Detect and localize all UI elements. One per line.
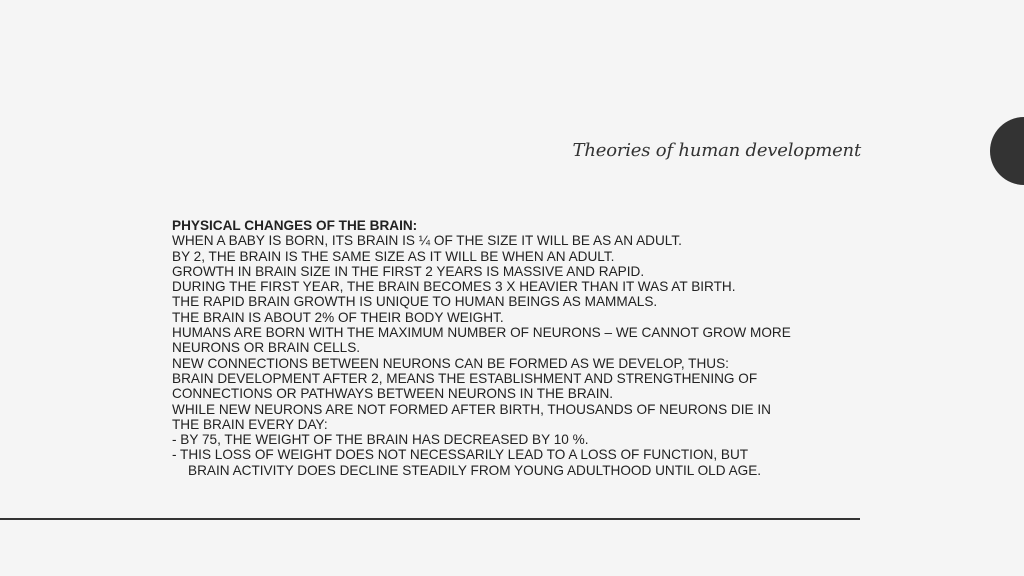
slide-title: Theories of human development — [572, 140, 861, 161]
body-line: THE BRAIN IS ABOUT 2% OF THEIR BODY WEIGHT. — [172, 309, 504, 325]
body-line: THE RAPID BRAIN GROWTH IS UNIQUE TO HUMAN BEINGS AS MAMMALS. — [172, 294, 658, 310]
body-line: BY 2, THE BRAIN IS THE SAME SIZE AS IT WILL BE WHEN AN ADULT. — [172, 248, 615, 264]
decorative-circle — [990, 117, 1024, 185]
bullet-line: - THIS LOSS OF WEIGHT DOES NOT NECESSARILY LEAD TO A LOSS OF FUNCTION, BUT — [172, 447, 749, 463]
bullet-continuation: BRAIN ACTIVITY DOES DECLINE STEADILY FROM YOUNG ADULTHOOD UNTIL OLD AGE. — [188, 462, 762, 478]
body-line: NEURONS OR BRAIN CELLS. — [172, 340, 361, 356]
body-line: WHEN A BABY IS BORN, ITS BRAIN IS ¼ OF THE SIZE IT WILL BE AS AN ADULT. — [172, 233, 682, 249]
body-line: BRAIN DEVELOPMENT AFTER 2, MEANS THE ESTABLISHMENT AND STRENGTHENING OF — [172, 370, 758, 386]
body-line: NEW CONNECTIONS BETWEEN NEURONS CAN BE FORMED AS WE DEVELOP, THUS: — [172, 355, 729, 371]
body-line: THE BRAIN EVERY DAY: — [172, 416, 328, 432]
body-line: CONNECTIONS OR PATHWAYS BETWEEN NEURONS IN THE BRAIN. — [172, 386, 614, 402]
slide-body — [172, 218, 872, 478]
bullet-line: - BY 75, THE WEIGHT OF THE BRAIN HAS DECREASED BY 10 %. — [172, 432, 589, 448]
bottom-divider — [0, 518, 860, 520]
body-line: WHILE NEW NEURONS ARE NOT FORMED AFTER BIRTH, THOUSANDS OF NEURONS DIE IN — [172, 401, 771, 417]
body-line: GROWTH IN BRAIN SIZE IN THE FIRST 2 YEARS IS MASSIVE AND RAPID. — [172, 263, 645, 279]
body-line: DURING THE FIRST YEAR, THE BRAIN BECOMES 3 X HEAVIER THAN IT WAS AT BIRTH. — [172, 279, 736, 295]
section-heading: PHYSICAL CHANGES OF THE BRAIN: — [172, 218, 418, 233]
body-line: HUMANS ARE BORN WITH THE MAXIMUM NUMBER OF NEURONS – WE CANNOT GROW MORE — [172, 325, 791, 341]
